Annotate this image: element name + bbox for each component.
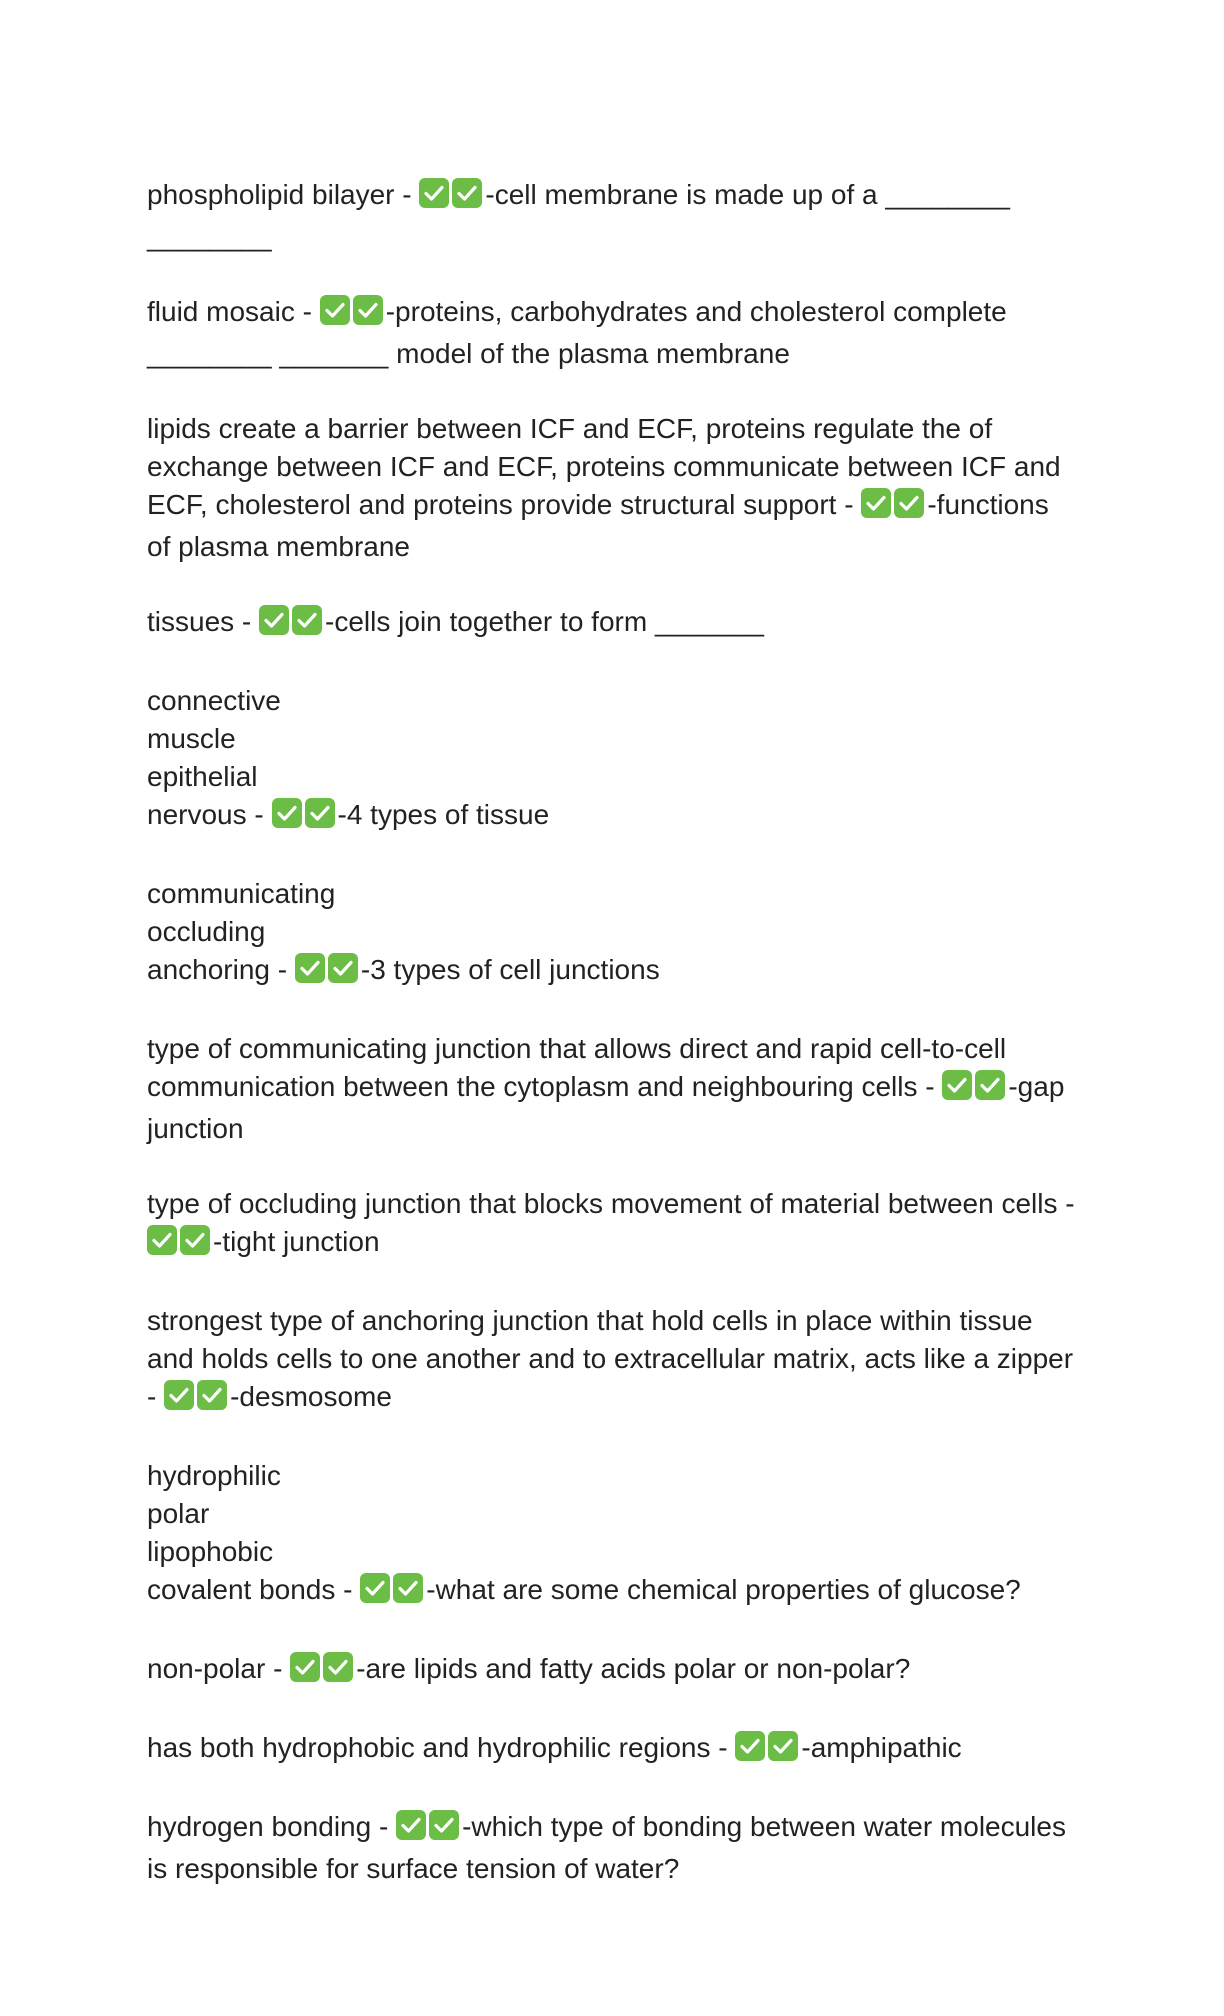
flashcard-term: hydrogen bonding - bbox=[147, 1811, 397, 1842]
flashcard-term: lipids create a barrier between ICF and ECF, proteins regulate the of exchange between ICF and ECF, proteins communicate between ICF and ECF, cholesterol and proteins provide structural support - bbox=[147, 413, 1061, 520]
flashcard-term: connective muscle epithelial nervous - bbox=[147, 685, 281, 830]
flashcard-entry bbox=[147, 176, 1107, 256]
check-mark-icon bbox=[147, 1225, 177, 1255]
flashcard-term: hydrophilic polar lipophobic covalent bonds - bbox=[147, 1460, 353, 1605]
check-marks bbox=[861, 488, 927, 528]
flashcard-entry bbox=[147, 682, 1107, 838]
flashcard-entry bbox=[147, 1302, 1107, 1420]
check-mark-icon bbox=[320, 295, 350, 325]
flashcard-entry bbox=[147, 1030, 1107, 1148]
flashcard-entry bbox=[147, 410, 1107, 566]
check-mark-icon bbox=[164, 1380, 194, 1410]
flashcard-definition: -desmosome bbox=[230, 1381, 392, 1412]
check-mark-icon bbox=[452, 178, 482, 208]
flashcard-entry bbox=[147, 603, 1107, 645]
flashcard-term: phospholipid bilayer - bbox=[147, 179, 420, 210]
check-mark-icon bbox=[894, 488, 924, 518]
flashcard-definition: -3 types of cell junctions bbox=[360, 954, 660, 985]
flashcard-definition: -4 types of tissue bbox=[337, 799, 550, 830]
flashcard-definition: -tight junction bbox=[213, 1226, 380, 1257]
flashcard-entry bbox=[147, 1808, 1107, 1888]
check-mark-icon bbox=[942, 1070, 972, 1100]
check-marks bbox=[272, 798, 338, 838]
flashcard-definition: -gap junction bbox=[147, 1071, 1065, 1144]
document-page bbox=[147, 176, 1107, 1925]
check-mark-icon bbox=[419, 178, 449, 208]
check-mark-icon bbox=[353, 295, 383, 325]
check-marks bbox=[320, 295, 386, 335]
flashcard-definition: -functions of plasma membrane bbox=[147, 489, 1049, 562]
flashcard-term: type of communicating junction that allows direct and rapid cell-to-cell communication between the cytoplasm and neighbouring cells - bbox=[147, 1033, 1007, 1102]
check-mark-icon bbox=[429, 1810, 459, 1840]
flashcard-term: non-polar - bbox=[147, 1653, 291, 1684]
check-mark-icon bbox=[259, 605, 289, 635]
flashcard-entry bbox=[147, 1650, 1107, 1692]
flashcard-term: type of occluding junction that blocks movement of material between cells - bbox=[147, 1188, 1075, 1219]
flashcard-term: communicating occluding anchoring - bbox=[147, 878, 336, 985]
check-marks bbox=[295, 953, 361, 993]
check-marks bbox=[164, 1380, 230, 1420]
check-mark-icon bbox=[768, 1731, 798, 1761]
flashcard-definition: -cells join together to form _______ bbox=[325, 606, 764, 637]
flashcard-entry bbox=[147, 1457, 1107, 1613]
check-marks bbox=[290, 1652, 356, 1692]
flashcard-entry bbox=[147, 1729, 1107, 1771]
check-marks bbox=[419, 178, 485, 218]
check-mark-icon bbox=[295, 953, 325, 983]
check-mark-icon bbox=[292, 605, 322, 635]
check-mark-icon bbox=[975, 1070, 1005, 1100]
flashcard-definition: -are lipids and fatty acids polar or non-polar? bbox=[356, 1653, 911, 1684]
flashcard-definition: -proteins, carbohydrates and cholesterol complete ________ _______ model of the plasma membrane bbox=[147, 296, 1007, 369]
flashcard-entry bbox=[147, 875, 1107, 993]
check-marks bbox=[259, 605, 325, 645]
check-mark-icon bbox=[323, 1652, 353, 1682]
flashcard-term: strongest type of anchoring junction that hold cells in place within tissue and holds cells to one another and to extracellular matrix, acts like a zipper - bbox=[147, 1305, 1074, 1412]
check-marks bbox=[942, 1070, 1008, 1110]
check-mark-icon bbox=[180, 1225, 210, 1255]
check-mark-icon bbox=[305, 798, 335, 828]
flashcard-term: fluid mosaic - bbox=[147, 296, 320, 327]
flashcard-definition: -cell membrane is made up of a ________ ________ bbox=[147, 179, 1010, 252]
flashcard-entry bbox=[147, 1185, 1107, 1265]
flashcard-definition: -which type of bonding between water molecules is responsible for surface tension of water? bbox=[147, 1811, 1066, 1884]
check-mark-icon bbox=[393, 1573, 423, 1603]
flashcard-term: has both hydrophobic and hydrophilic regions - bbox=[147, 1732, 736, 1763]
check-mark-icon bbox=[735, 1731, 765, 1761]
check-marks bbox=[735, 1731, 801, 1771]
check-mark-icon bbox=[272, 798, 302, 828]
check-mark-icon bbox=[328, 953, 358, 983]
check-marks bbox=[360, 1573, 426, 1613]
check-mark-icon bbox=[290, 1652, 320, 1682]
flashcard-term: tissues - bbox=[147, 606, 260, 637]
check-mark-icon bbox=[360, 1573, 390, 1603]
check-mark-icon bbox=[861, 488, 891, 518]
check-mark-icon bbox=[396, 1810, 426, 1840]
flashcard-definition: -what are some chemical properties of glucose? bbox=[426, 1574, 1021, 1605]
flashcard-entry bbox=[147, 293, 1107, 373]
check-marks bbox=[147, 1225, 213, 1265]
check-mark-icon bbox=[197, 1380, 227, 1410]
check-marks bbox=[396, 1810, 462, 1850]
flashcard-definition: -amphipathic bbox=[801, 1732, 962, 1763]
